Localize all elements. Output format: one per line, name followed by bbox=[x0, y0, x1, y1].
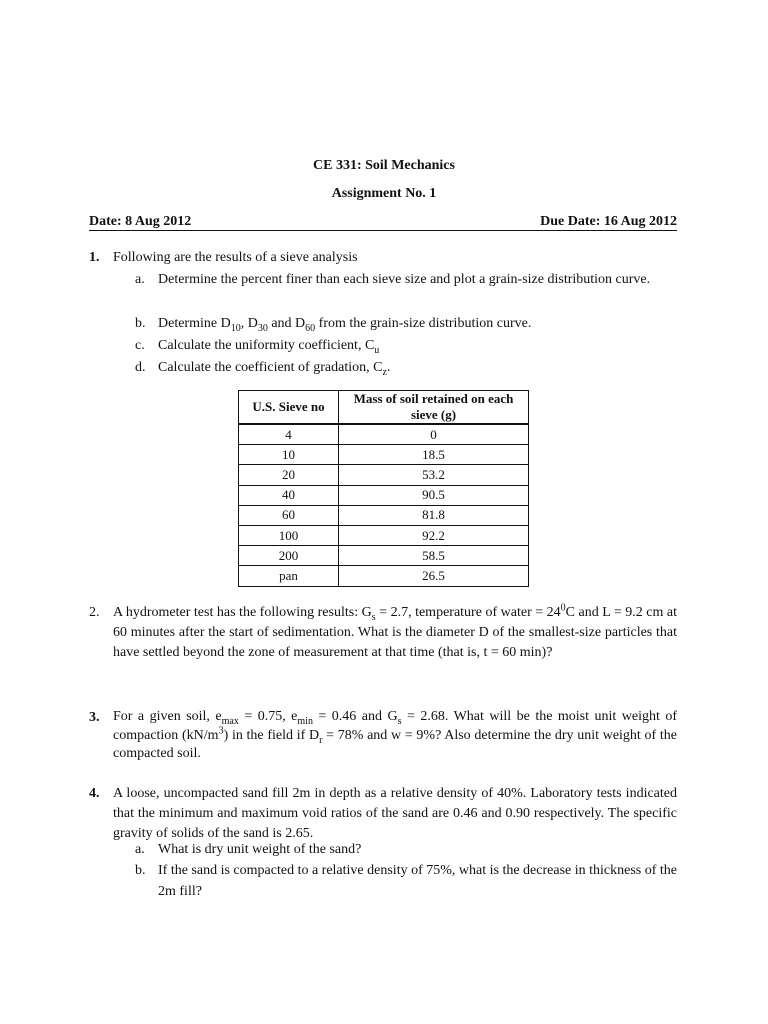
mass-cell: 18.5 bbox=[339, 445, 529, 465]
mass-cell: 81.8 bbox=[339, 505, 529, 525]
mass-cell: 92.2 bbox=[339, 525, 529, 545]
item-text: Determine the percent finer than each sieve size and plot a grain-size distribution curve. bbox=[158, 272, 651, 287]
q1-number: 1. bbox=[89, 250, 100, 265]
item-text: Calculate the coefficient of gradation, $C_z$. bbox=[158, 360, 391, 378]
item-text: What is dry unit weight of the sand? bbox=[158, 842, 362, 857]
q2-text: A hydrometer test has the following results: $G_s = 2.7$, temperature of water = $24^0C$ and L = 9.2 cm at 60 minutes after the start of sedimentation. What is the diameter D of the smallest-size particles that have settled beyond the zone of measurement at that time (that is, t = 60 min)? bbox=[113, 602, 677, 660]
item-letter: c. bbox=[135, 338, 145, 353]
header-mass-retained: Mass of soil retained on each sieve (g) bbox=[339, 391, 529, 425]
mass-cell: 90.5 bbox=[339, 485, 529, 505]
item-letter: b. bbox=[135, 316, 146, 331]
issue-date: Date: 8 Aug 2012 bbox=[89, 214, 192, 229]
mass-cell: 58.5 bbox=[339, 546, 529, 566]
item-letter: d. bbox=[135, 360, 146, 375]
mass-cell: 26.5 bbox=[339, 566, 529, 586]
sieve-analysis-table bbox=[238, 390, 529, 587]
table-row bbox=[239, 525, 529, 545]
table-row bbox=[239, 505, 529, 525]
table-row bbox=[239, 424, 529, 445]
q3-number: 3. bbox=[89, 710, 100, 725]
item-text: Determine $D_{10}$, $D_{30}$ and $D_{60}$ from the grain-size distribution curve. bbox=[158, 316, 532, 334]
sieve-no-cell: 40 bbox=[239, 485, 339, 505]
q2-number: 2. bbox=[89, 605, 100, 620]
sieve-no-cell: 10 bbox=[239, 445, 339, 465]
table-row bbox=[239, 566, 529, 586]
date-line bbox=[89, 214, 677, 231]
assignment-title: Assignment No. 1 bbox=[331, 186, 437, 201]
item-text: Calculate the uniformity coefficient, $C_u$ bbox=[158, 338, 380, 356]
item-letter: b. bbox=[135, 863, 146, 878]
sieve-no-cell: 4 bbox=[239, 424, 339, 445]
q3-text: For a given soil, $e_{max} = 0.75$, $e_{min} = 0.46$ and $G_s = 2.68$. What will be the moist unit weight of compaction $(kN/m^3)$ in the field if $D_r = 78\%$ and w = 9%? Also determine the dry unit weight of the compacted soil. bbox=[113, 709, 677, 761]
header-sieve-no: U.S. Sieve no bbox=[239, 391, 339, 425]
mass-cell: 0 bbox=[339, 424, 529, 445]
item-text: If the sand is compacted to a relative density of 75%, what is the decrease in thickness of the 2m fill? bbox=[158, 863, 677, 899]
table-row bbox=[239, 546, 529, 566]
sieve-no-cell: pan bbox=[239, 566, 339, 586]
table-row bbox=[239, 485, 529, 505]
q1-intro: Following are the results of a sieve analysis bbox=[113, 250, 358, 265]
course-title: CE 331: Soil Mechanics bbox=[313, 158, 455, 173]
table-row bbox=[239, 465, 529, 485]
sieve-no-cell: 20 bbox=[239, 465, 339, 485]
q4-number: 4. bbox=[89, 786, 100, 801]
due-date: Due Date: 16 Aug 2012 bbox=[540, 214, 677, 229]
q4-text: A loose, uncompacted sand fill 2m in depth as a relative density of 40%. Laboratory tests indicated that the minimum and maximum void ratios of the sand are 0.46 and 0.90 respectively. The specific gravity of solids of the sand is 2.65. bbox=[113, 786, 677, 841]
sieve-no-cell: 200 bbox=[239, 546, 339, 566]
table-header-row bbox=[239, 391, 529, 425]
item-letter: a. bbox=[135, 842, 145, 857]
sieve-no-cell: 100 bbox=[239, 525, 339, 545]
mass-cell: 53.2 bbox=[339, 465, 529, 485]
item-letter: a. bbox=[135, 272, 145, 287]
sieve-no-cell: 60 bbox=[239, 505, 339, 525]
table-row bbox=[239, 445, 529, 465]
